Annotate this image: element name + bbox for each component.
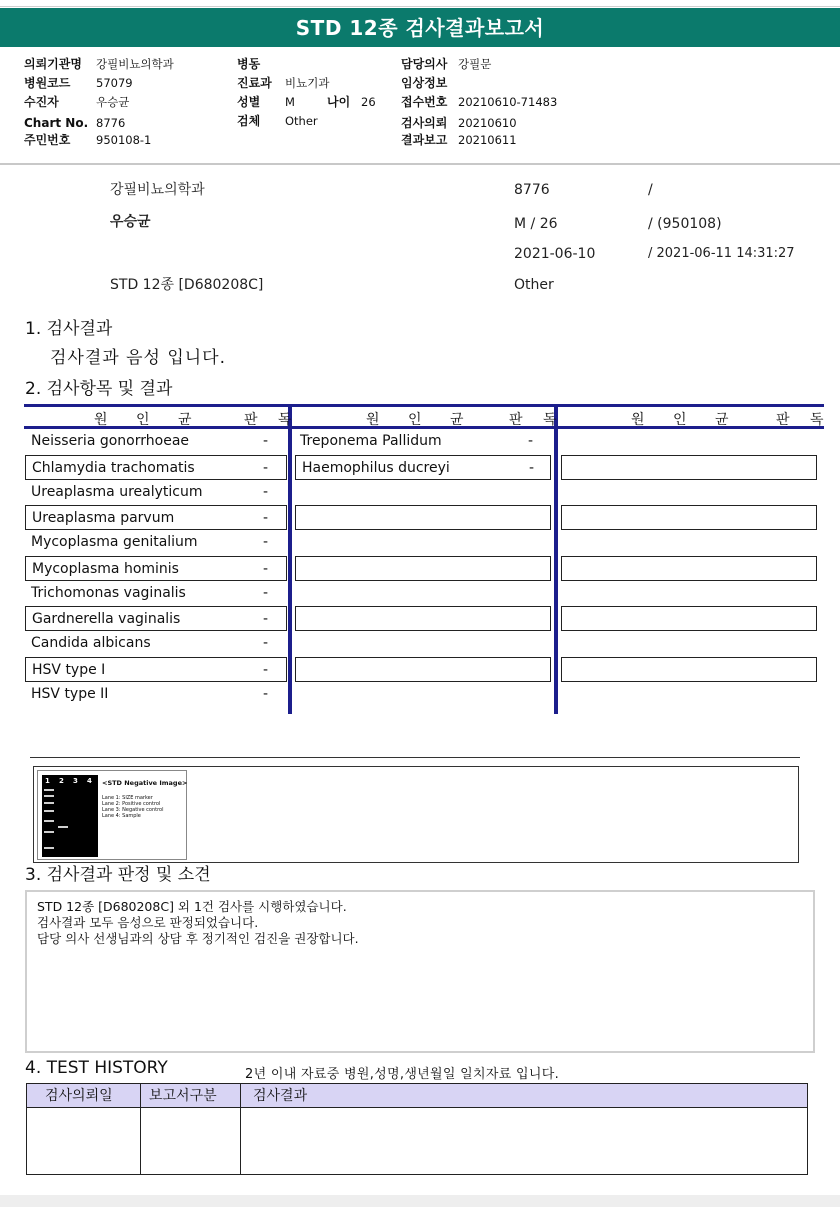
summary-specimen: Other <box>514 277 554 293</box>
col1-judgment-header: 판 독 <box>244 412 300 428</box>
summary-chart: 8776 <box>514 182 550 198</box>
history-table <box>26 1083 808 1175</box>
header-chart-no: Chart No. 8776 <box>24 116 126 130</box>
header-doctor: 담당의사 강필문 <box>401 57 492 71</box>
result-row: Gardnerella vaginalis - <box>25 606 287 631</box>
top-band <box>0 0 840 7</box>
header-specimen: 검체 Other <box>237 114 318 128</box>
history-table-header <box>27 1084 807 1108</box>
header-patient: 수진자 우승균 <box>24 95 130 109</box>
bottom-band <box>0 1195 840 1207</box>
opinion-line: 담당 의사 선생님과의 상담 후 정기적인 검진을 권장합니다. <box>37 931 359 946</box>
section2-heading: 2. 검사항목 및 결과 <box>25 379 173 399</box>
marker-band <box>44 810 54 812</box>
result-row: Mycoplasma genitalium - <box>31 534 269 550</box>
report-title: STD 12종 검사결과보고서 <box>0 8 840 47</box>
gel-legend-item: Lane 2: Positive control <box>102 801 161 807</box>
section1-heading: 1. 검사결과 <box>25 319 113 339</box>
header-resident-no: 주민번호 950108-1 <box>24 133 152 147</box>
marker-band <box>44 847 54 849</box>
header-request-date: 검사의뢰 20210610 <box>401 116 517 130</box>
result-row: Treponema Pallidum - <box>300 433 534 449</box>
lane-number: 3 <box>73 777 78 785</box>
result-row: Neisseria gonorrhoeae - <box>31 433 269 449</box>
header-age: 나이 26 <box>327 95 376 109</box>
header-ward: 병동 <box>237 57 261 71</box>
gel-legend-item: Lane 4: Sample <box>102 813 141 819</box>
summary-patient: 우승균 <box>110 214 151 230</box>
marker-band <box>44 802 54 804</box>
image-divider <box>30 757 800 758</box>
result-row: HSV type II - <box>31 686 269 702</box>
header-sex: 성별 M <box>237 95 295 109</box>
result-row: Ureaplasma parvum - <box>25 505 287 530</box>
marker-band <box>44 820 54 822</box>
result-row: HSV type I - <box>25 657 287 682</box>
history-note: 2년 이내 자료중 병원,성명,생년월일 일치자료 입니다. <box>245 1067 560 1082</box>
result-row: Ureaplasma urealyticum - <box>31 484 269 500</box>
empty-result-box <box>561 556 817 581</box>
lane-number: 2 <box>59 777 64 785</box>
section1-result: 검사결과 음성 입니다. <box>50 348 227 368</box>
history-col-divider <box>240 1084 241 1174</box>
header-report-date: 결과보고 20210611 <box>401 133 517 147</box>
header-divider <box>0 163 840 165</box>
empty-result-box <box>561 455 817 480</box>
gel-lanes <box>42 775 98 857</box>
grid-divider-1 <box>288 404 292 714</box>
empty-result-box <box>295 606 551 631</box>
header-receipt-no: 접수번호 20210610-71483 <box>401 95 558 109</box>
col1-organism-header: 원 인 균 <box>94 412 204 428</box>
grid-divider-2 <box>554 404 558 714</box>
lane-number: 1 <box>45 777 50 785</box>
summary-sex-age: M / 26 <box>514 216 558 232</box>
summary-test-name: STD 12종 [D680208C] <box>110 277 264 293</box>
grid-top-rule <box>24 404 824 407</box>
result-row: Mycoplasma hominis - <box>25 556 287 581</box>
history-col-divider <box>140 1084 141 1174</box>
col2-organism-header: 원 인 균 <box>366 412 476 428</box>
marker-band <box>44 789 54 791</box>
section3-heading: 3. 검사결과 판정 및 소견 <box>25 865 211 885</box>
result-row: Haemophilus ducreyi - <box>295 455 551 480</box>
opinion-box <box>25 890 815 1053</box>
empty-result-box <box>295 556 551 581</box>
result-row: Chlamydia trachomatis - <box>25 455 287 480</box>
summary-clinic: 강필비뇨의학과 <box>110 182 205 198</box>
marker-band <box>44 795 54 797</box>
result-row: Candida albicans - <box>31 635 269 651</box>
header-clinical-info: 임상정보 <box>401 76 448 90</box>
history-col-report-type: 보고서구분 <box>149 1088 217 1104</box>
history-col-request-date: 검사의뢰일 <box>45 1088 113 1104</box>
col3-organism-header: 원 인 균 <box>631 412 741 428</box>
summary-slash: / <box>648 182 653 198</box>
empty-result-box <box>561 505 817 530</box>
marker-band <box>44 831 54 833</box>
results-grid <box>24 404 832 714</box>
empty-result-box <box>561 606 817 631</box>
result-row: Trichomonas vaginalis - <box>31 585 269 601</box>
summary-request-date: 2021-06-10 <box>514 246 596 262</box>
gel-electrophoresis-image <box>37 770 187 860</box>
header-hospital-code: 병원코드 57079 <box>24 76 133 90</box>
gel-title: <STD Negative Image> <box>102 779 188 787</box>
col2-judgment-header: 판 독 <box>509 412 565 428</box>
positive-control-band <box>58 826 68 828</box>
lane-number: 4 <box>87 777 92 785</box>
col3-judgment-header: 판 독 <box>776 412 832 428</box>
summary-report-datetime: / 2021-06-11 14:31:27 <box>648 246 795 261</box>
summary-birth: / (950108) <box>648 216 722 232</box>
opinion-line: STD 12종 [D680208C] 외 1건 검사를 시행하였습니다. <box>37 899 347 914</box>
gel-legend-item: Lane 3: Negative control <box>102 807 164 813</box>
header-department: 진료과 비뇨기과 <box>237 76 330 90</box>
section4-heading: 4. TEST HISTORY <box>25 1058 168 1078</box>
empty-result-box <box>295 657 551 682</box>
empty-result-box <box>295 505 551 530</box>
opinion-line: 검사결과 모두 음성으로 판정되었습니다. <box>37 915 259 930</box>
header-clinic: 의뢰기관명 강필비뇨의학과 <box>24 57 174 71</box>
empty-result-box <box>561 657 817 682</box>
gel-legend-item: Lane 1: SIZE marker <box>102 795 153 801</box>
history-col-result: 검사결과 <box>253 1088 308 1104</box>
